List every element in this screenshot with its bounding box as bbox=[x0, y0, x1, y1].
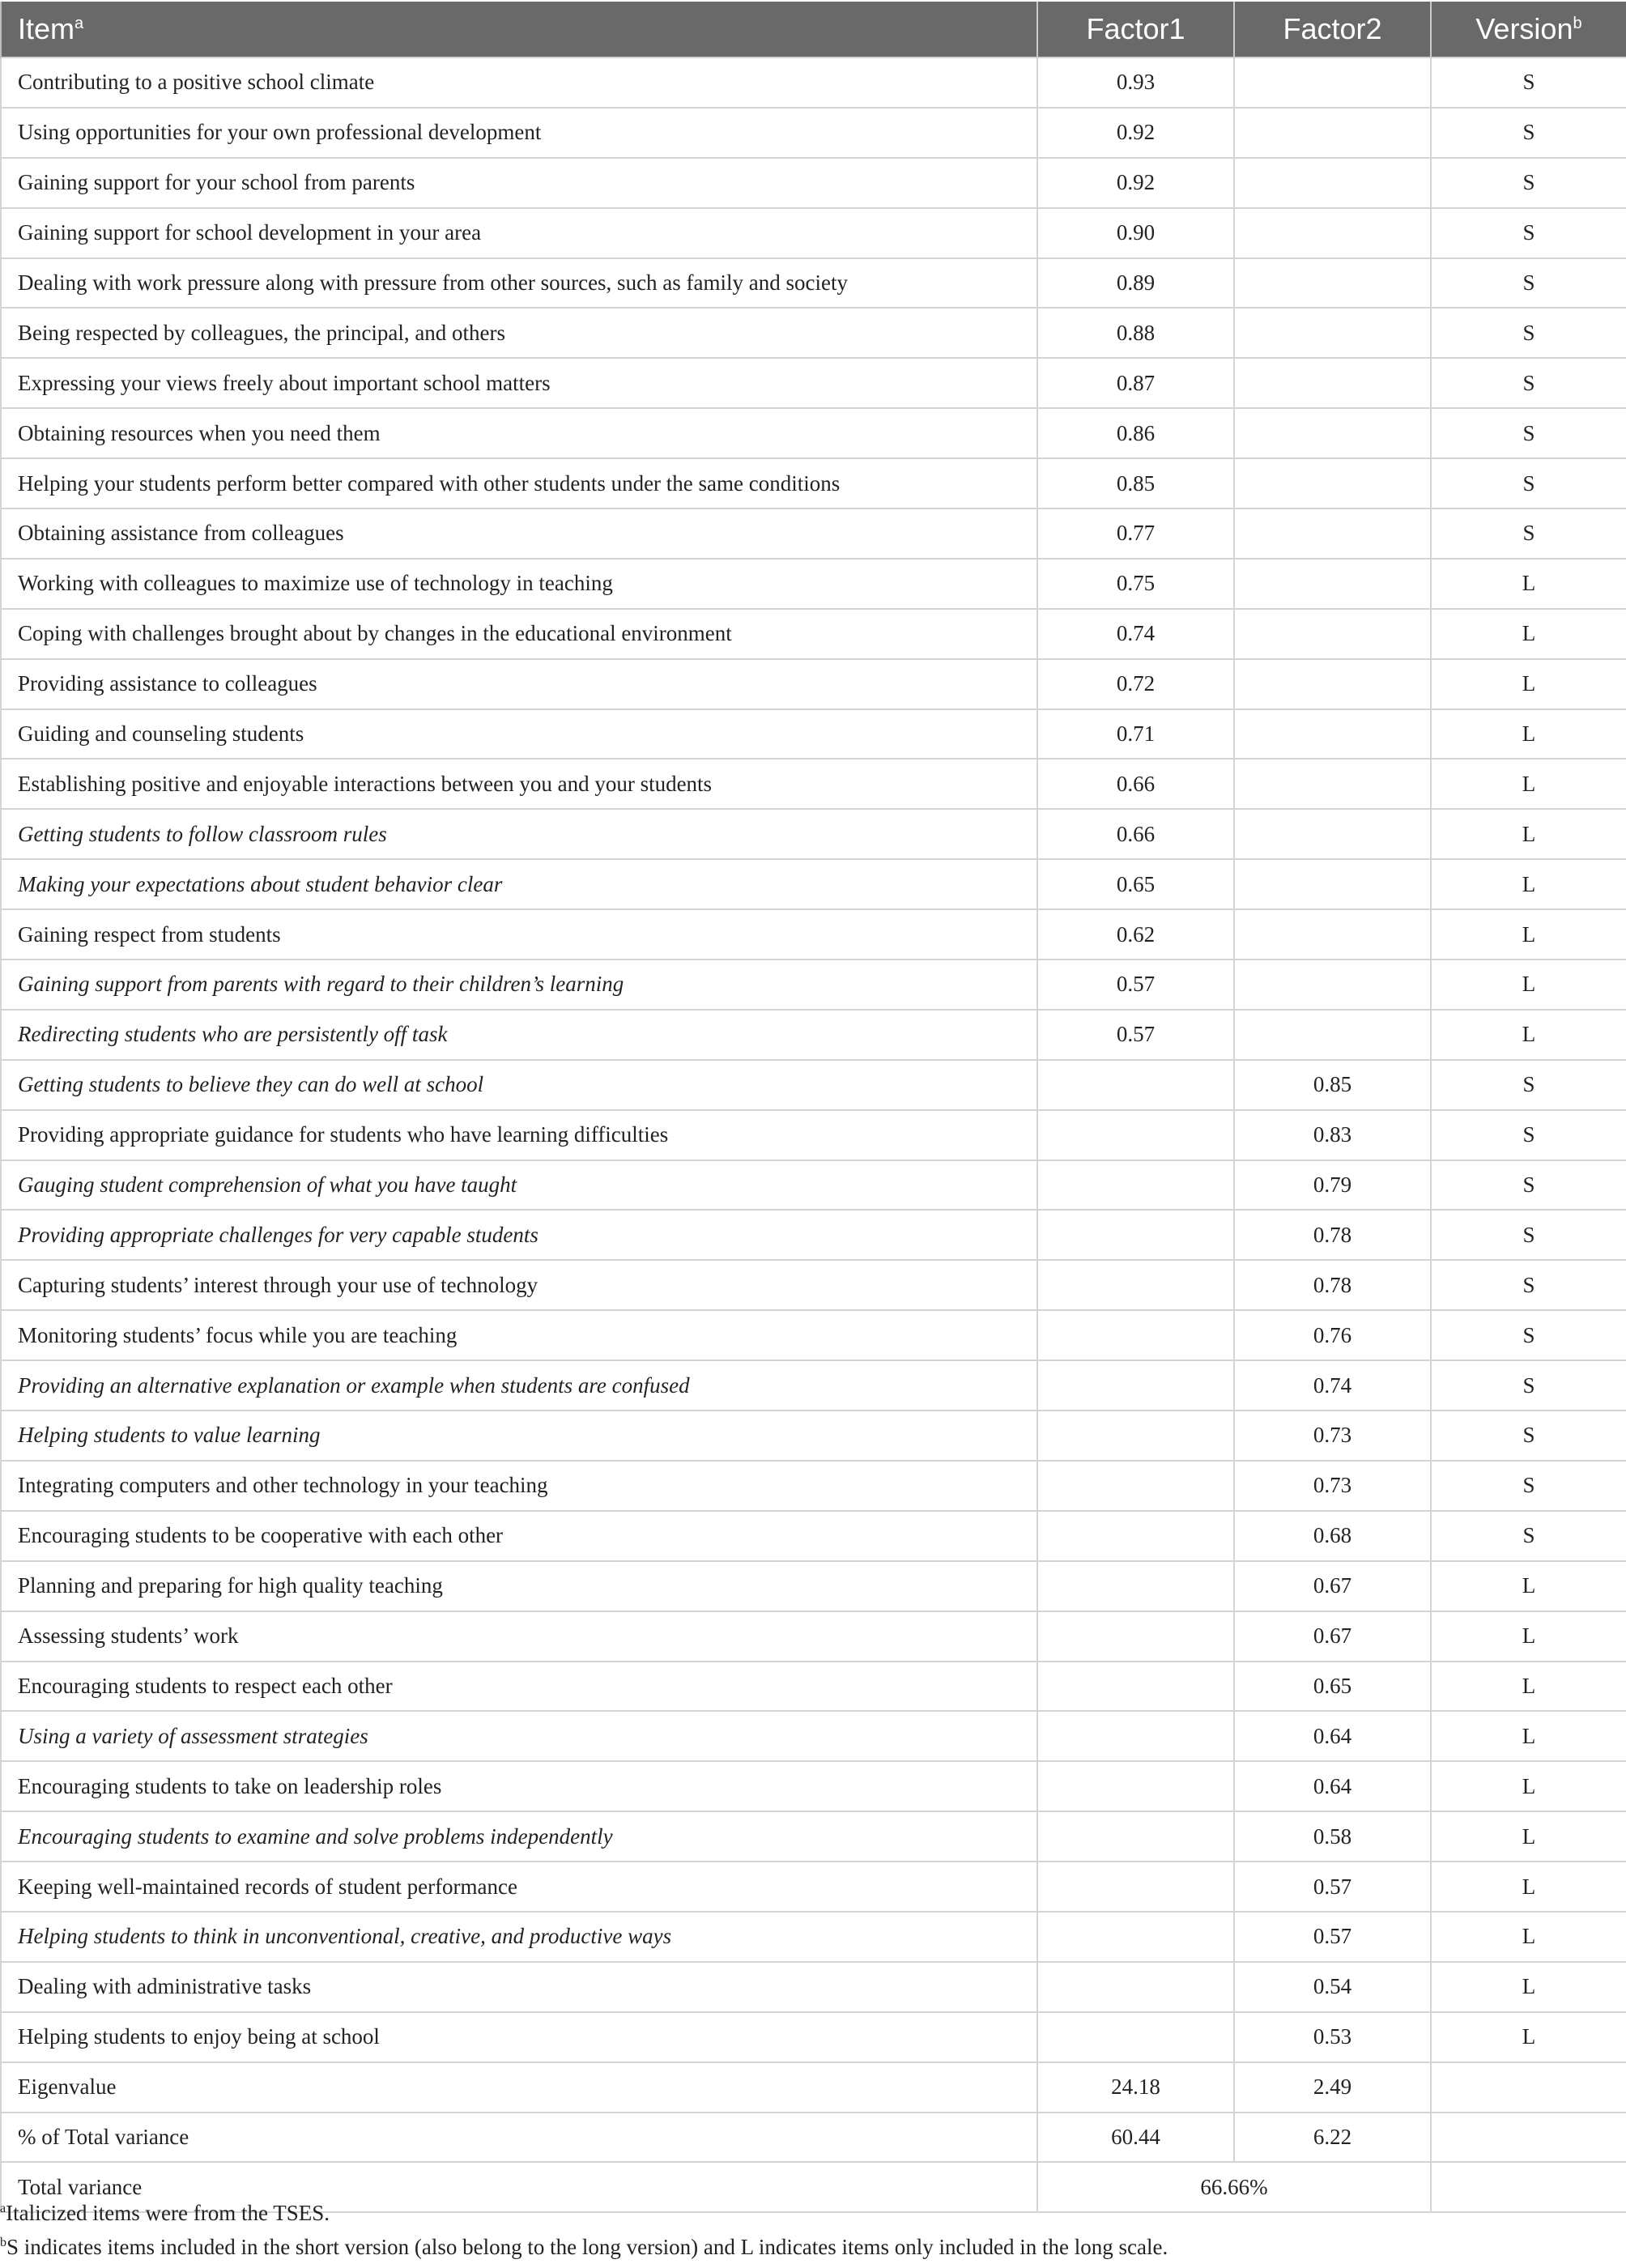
version-cell: S bbox=[1431, 308, 1626, 358]
item-cell: Establishing positive and enjoyable interactions between you and your students bbox=[1, 759, 1037, 809]
item-cell: Expressing your views freely about important school matters bbox=[1, 358, 1037, 408]
factor1-cell bbox=[1037, 1160, 1234, 1211]
version-cell: L bbox=[1431, 1761, 1626, 1811]
factor2-cell: 0.57 bbox=[1234, 1912, 1431, 1962]
factor1-cell: 0.89 bbox=[1037, 258, 1234, 308]
factor1-cell: 0.88 bbox=[1037, 308, 1234, 358]
factor1-cell bbox=[1037, 1561, 1234, 1611]
factor1-cell: 0.85 bbox=[1037, 458, 1234, 508]
item-cell: Obtaining assistance from colleagues bbox=[1, 508, 1037, 559]
table-row bbox=[1, 1160, 1626, 1211]
factor1-cell: 0.66 bbox=[1037, 809, 1234, 859]
version-cell: S bbox=[1431, 408, 1626, 458]
factor1-cell: 0.71 bbox=[1037, 709, 1234, 760]
factor2-cell: 0.73 bbox=[1234, 1411, 1431, 1461]
table-row bbox=[1, 2062, 1626, 2113]
table-row bbox=[1, 1411, 1626, 1461]
version-cell: L bbox=[1431, 1862, 1626, 1912]
total-variance-label: Total variance bbox=[1, 2162, 1037, 2212]
factor1-cell bbox=[1037, 1060, 1234, 1110]
factor2-cell bbox=[1234, 960, 1431, 1010]
item-cell: Helping students to enjoy being at school bbox=[1, 2012, 1037, 2062]
version-cell: S bbox=[1431, 208, 1626, 258]
version-cell: S bbox=[1431, 1110, 1626, 1160]
version-cell: S bbox=[1431, 358, 1626, 408]
item-cell: Monitoring students’ focus while you are teaching bbox=[1, 1310, 1037, 1360]
table-row bbox=[1, 358, 1626, 408]
version-cell: S bbox=[1431, 1310, 1626, 1360]
factor1-cell: 0.65 bbox=[1037, 859, 1234, 909]
factor1-cell: 0.90 bbox=[1037, 208, 1234, 258]
factor2-cell: 0.74 bbox=[1234, 1360, 1431, 1411]
version-cell: S bbox=[1431, 158, 1626, 208]
item-cell: Redirecting students who are persistently off task bbox=[1, 1010, 1037, 1060]
table-row bbox=[1, 1561, 1626, 1611]
item-cell: Being respected by colleagues, the principal, and others bbox=[1, 308, 1037, 358]
item-cell: Providing assistance to colleagues bbox=[1, 659, 1037, 709]
factor2-cell bbox=[1234, 609, 1431, 659]
version-cell: L bbox=[1431, 759, 1626, 809]
item-cell: Encouraging students to examine and solve problems independently bbox=[1, 1811, 1037, 1862]
header-version: Version$^b$ bbox=[1431, 2, 1626, 57]
item-cell: Encouraging students to be cooperative with each other bbox=[1, 1511, 1037, 1561]
item-cell: Encouraging students to take on leadership roles bbox=[1, 1761, 1037, 1811]
factor1-cell bbox=[1037, 1912, 1234, 1962]
factor1-cell bbox=[1037, 1310, 1234, 1360]
factor1-cell bbox=[1037, 1711, 1234, 1761]
factor1-cell bbox=[1037, 1411, 1234, 1461]
factor2-cell: 0.58 bbox=[1234, 1811, 1431, 1862]
factor1-cell bbox=[1037, 1260, 1234, 1310]
version-cell: L bbox=[1431, 809, 1626, 859]
version-cell: S bbox=[1431, 108, 1626, 158]
factor1-cell: 0.75 bbox=[1037, 559, 1234, 609]
item-cell: Using a variety of assessment strategies bbox=[1, 1711, 1037, 1761]
version-cell bbox=[1431, 2062, 1626, 2113]
item-cell: % of Total variance bbox=[1, 2113, 1037, 2163]
version-cell: L bbox=[1431, 960, 1626, 1010]
version-cell: L bbox=[1431, 1662, 1626, 1712]
factor1-cell bbox=[1037, 1962, 1234, 2012]
table-row bbox=[1, 1711, 1626, 1761]
version-cell: S bbox=[1431, 1210, 1626, 1260]
factor1-cell: 0.57 bbox=[1037, 1010, 1234, 1060]
table-row bbox=[1, 759, 1626, 809]
factor2-cell bbox=[1234, 57, 1431, 108]
factor2-cell bbox=[1234, 158, 1431, 208]
item-cell: Working with colleagues to maximize use of technology in teaching bbox=[1, 559, 1037, 609]
item-cell: Planning and preparing for high quality teaching bbox=[1, 1561, 1037, 1611]
factor1-cell: 0.74 bbox=[1037, 609, 1234, 659]
version-cell: L bbox=[1431, 1912, 1626, 1962]
item-cell: Making your expectations about student behavior clear bbox=[1, 859, 1037, 909]
factor2-cell: 0.53 bbox=[1234, 2012, 1431, 2062]
factor1-cell: 0.77 bbox=[1037, 508, 1234, 559]
table-row bbox=[1, 1511, 1626, 1561]
item-cell: Gaining respect from students bbox=[1, 909, 1037, 960]
factor2-cell bbox=[1234, 208, 1431, 258]
version-cell: L bbox=[1431, 909, 1626, 960]
version-cell: S bbox=[1431, 458, 1626, 508]
version-cell: L bbox=[1431, 1561, 1626, 1611]
item-cell: Providing appropriate challenges for very capable students bbox=[1, 1210, 1037, 1260]
item-cell: Helping your students perform better compared with other students under the same conditions bbox=[1, 458, 1037, 508]
factor1-cell bbox=[1037, 1461, 1234, 1511]
factor1-cell: 0.92 bbox=[1037, 108, 1234, 158]
version-cell: L bbox=[1431, 1962, 1626, 2012]
table-row bbox=[1, 2012, 1626, 2062]
factor1-cell bbox=[1037, 1511, 1234, 1561]
header-factor2: Factor2 bbox=[1234, 2, 1431, 57]
table-row bbox=[1, 1761, 1626, 1811]
item-cell: Dealing with work pressure along with pressure from other sources, such as family and society bbox=[1, 258, 1037, 308]
factor2-cell: 0.57 bbox=[1234, 1862, 1431, 1912]
table-row bbox=[1, 258, 1626, 308]
table-row bbox=[1, 1010, 1626, 1060]
table-row bbox=[1, 960, 1626, 1010]
table-row bbox=[1, 1662, 1626, 1712]
version-cell: L bbox=[1431, 659, 1626, 709]
factor2-cell bbox=[1234, 559, 1431, 609]
factor2-cell: 0.64 bbox=[1234, 1761, 1431, 1811]
factor2-cell: 6.22 bbox=[1234, 2113, 1431, 2163]
version-cell: S bbox=[1431, 1411, 1626, 1461]
factor1-cell: 0.66 bbox=[1037, 759, 1234, 809]
version-cell: L bbox=[1431, 1811, 1626, 1862]
factor2-cell bbox=[1234, 358, 1431, 408]
factor2-cell: 2.49 bbox=[1234, 2062, 1431, 2113]
factor2-cell: 0.85 bbox=[1234, 1060, 1431, 1110]
table-row bbox=[1, 809, 1626, 859]
item-cell: Gaining support from parents with regard to their children’s learning bbox=[1, 960, 1037, 1010]
factor2-cell: 0.78 bbox=[1234, 1210, 1431, 1260]
factor2-cell bbox=[1234, 508, 1431, 559]
item-cell: Capturing students’ interest through your use of technology bbox=[1, 1260, 1037, 1310]
factor2-cell: 0.79 bbox=[1234, 1160, 1431, 1211]
factor2-cell: 0.54 bbox=[1234, 1962, 1431, 2012]
factor1-cell: 60.44 bbox=[1037, 2113, 1234, 2163]
version-cell: L bbox=[1431, 1711, 1626, 1761]
version-cell: L bbox=[1431, 1010, 1626, 1060]
version-cell: S bbox=[1431, 258, 1626, 308]
table-row bbox=[1, 1060, 1626, 1110]
item-cell: Helping students to think in unconventional, creative, and productive ways bbox=[1, 1912, 1037, 1962]
item-cell: Providing an alternative explanation or example when students are confused bbox=[1, 1360, 1037, 1411]
table-row bbox=[1, 1461, 1626, 1511]
table-row bbox=[1, 659, 1626, 709]
factor1-cell bbox=[1037, 1110, 1234, 1160]
table-row bbox=[1, 1862, 1626, 1912]
factor2-cell: 0.67 bbox=[1234, 1561, 1431, 1611]
version-cell: L bbox=[1431, 2012, 1626, 2062]
factor1-cell bbox=[1037, 1662, 1234, 1712]
factor2-cell: 0.65 bbox=[1234, 1662, 1431, 1712]
item-cell: Contributing to a positive school climate bbox=[1, 57, 1037, 108]
factor1-cell bbox=[1037, 1811, 1234, 1862]
factor2-cell bbox=[1234, 1010, 1431, 1060]
item-cell: Gaining support for your school from parents bbox=[1, 158, 1037, 208]
item-cell: Eigenvalue bbox=[1, 2062, 1037, 2113]
factor2-cell bbox=[1234, 408, 1431, 458]
factor1-cell: 0.57 bbox=[1037, 960, 1234, 1010]
item-cell: Gaining support for school development in your area bbox=[1, 208, 1037, 258]
factor2-cell: 0.64 bbox=[1234, 1711, 1431, 1761]
factor1-cell bbox=[1037, 1611, 1234, 1662]
factor-loadings-table bbox=[0, 2, 1626, 2213]
table-row bbox=[1, 508, 1626, 559]
item-cell: Dealing with administrative tasks bbox=[1, 1962, 1037, 2012]
table-row bbox=[1, 57, 1626, 108]
factor2-cell bbox=[1234, 308, 1431, 358]
factor2-cell bbox=[1234, 809, 1431, 859]
table-row bbox=[1, 609, 1626, 659]
table-row bbox=[1, 2113, 1626, 2163]
factor2-cell bbox=[1234, 859, 1431, 909]
factor1-cell: 24.18 bbox=[1037, 2062, 1234, 2113]
factor2-cell bbox=[1234, 909, 1431, 960]
factor1-cell: 0.86 bbox=[1037, 408, 1234, 458]
version-cell: S bbox=[1431, 1260, 1626, 1310]
version-cell: S bbox=[1431, 57, 1626, 108]
table-row bbox=[1, 158, 1626, 208]
factor1-cell bbox=[1037, 1210, 1234, 1260]
table-row bbox=[1, 1962, 1626, 2012]
table-row bbox=[1, 1260, 1626, 1310]
item-cell: Integrating computers and other technology in your teaching bbox=[1, 1461, 1037, 1511]
table-row bbox=[1, 709, 1626, 760]
table-row bbox=[1, 1360, 1626, 1411]
table-row bbox=[1, 108, 1626, 158]
header-factor1: Factor1 bbox=[1037, 2, 1234, 57]
version-cell bbox=[1431, 2113, 1626, 2163]
table-row bbox=[1, 308, 1626, 358]
table-row bbox=[1, 1611, 1626, 1662]
factor-loadings-table-wrap bbox=[0, 2, 1626, 2213]
item-cell: Encouraging students to respect each other bbox=[1, 1662, 1037, 1712]
version-cell: L bbox=[1431, 859, 1626, 909]
version-cell: S bbox=[1431, 1360, 1626, 1411]
factor2-cell bbox=[1234, 458, 1431, 508]
table-footnotes bbox=[0, 2196, 1626, 2264]
factor1-cell bbox=[1037, 1862, 1234, 1912]
item-cell: Using opportunities for your own professional development bbox=[1, 108, 1037, 158]
table-row bbox=[1, 1912, 1626, 1962]
factor2-cell: 0.68 bbox=[1234, 1511, 1431, 1561]
factor2-cell bbox=[1234, 759, 1431, 809]
item-cell: Gauging student comprehension of what you have taught bbox=[1, 1160, 1037, 1211]
factor1-cell bbox=[1037, 2012, 1234, 2062]
table-body bbox=[1, 57, 1626, 2212]
factor2-cell: 0.83 bbox=[1234, 1110, 1431, 1160]
header-version-footnote-mark: b bbox=[1573, 15, 1582, 32]
version-cell: L bbox=[1431, 609, 1626, 659]
table-row bbox=[1, 1210, 1626, 1260]
footnote-b: $^b$S indicates items included in the short version (also belong to the long version) and L indicates items only included in the long scale. bbox=[0, 2235, 1168, 2259]
table-row bbox=[1, 859, 1626, 909]
version-cell: L bbox=[1431, 709, 1626, 760]
item-cell: Assessing students’ work bbox=[1, 1611, 1037, 1662]
version-cell: S bbox=[1431, 1511, 1626, 1561]
factor1-cell: 0.93 bbox=[1037, 57, 1234, 108]
factor2-cell bbox=[1234, 659, 1431, 709]
version-cell: S bbox=[1431, 508, 1626, 559]
factor2-cell: 0.76 bbox=[1234, 1310, 1431, 1360]
footnote-a: $^a$Italicized items were from the TSES. bbox=[0, 2201, 330, 2225]
table-header bbox=[1, 2, 1626, 57]
factor1-cell bbox=[1037, 1761, 1234, 1811]
item-cell: Coping with challenges brought about by changes in the educational environment bbox=[1, 609, 1037, 659]
version-cell: L bbox=[1431, 559, 1626, 609]
factor2-cell: 0.73 bbox=[1234, 1461, 1431, 1511]
item-cell: Helping students to value learning bbox=[1, 1411, 1037, 1461]
item-cell: Getting students to follow classroom rules bbox=[1, 809, 1037, 859]
table-row bbox=[1, 1811, 1626, 1862]
item-cell: Keeping well-maintained records of student performance bbox=[1, 1862, 1037, 1912]
item-cell: Providing appropriate guidance for students who have learning difficulties bbox=[1, 1110, 1037, 1160]
factor1-cell: 0.92 bbox=[1037, 158, 1234, 208]
header-item-footnote-mark: a bbox=[74, 15, 84, 32]
item-cell: Guiding and counseling students bbox=[1, 709, 1037, 760]
version-cell: L bbox=[1431, 1611, 1626, 1662]
table-row bbox=[1, 1110, 1626, 1160]
factor1-cell bbox=[1037, 1360, 1234, 1411]
version-cell: S bbox=[1431, 1160, 1626, 1211]
factor2-cell bbox=[1234, 709, 1431, 760]
table-row bbox=[1, 909, 1626, 960]
header-item: Item$^a$ bbox=[1, 2, 1037, 57]
factor2-cell bbox=[1234, 108, 1431, 158]
table-row bbox=[1, 208, 1626, 258]
version-cell: S bbox=[1431, 1461, 1626, 1511]
factor1-cell: 0.72 bbox=[1037, 659, 1234, 709]
table-row bbox=[1, 1310, 1626, 1360]
table-row bbox=[1, 408, 1626, 458]
factor1-cell: 0.87 bbox=[1037, 358, 1234, 408]
factor1-cell: 0.62 bbox=[1037, 909, 1234, 960]
table-row bbox=[1, 458, 1626, 508]
item-cell: Obtaining resources when you need them bbox=[1, 408, 1037, 458]
factor2-cell: 0.67 bbox=[1234, 1611, 1431, 1662]
factor2-cell: 0.78 bbox=[1234, 1260, 1431, 1310]
version-cell: S bbox=[1431, 1060, 1626, 1110]
factor2-cell bbox=[1234, 258, 1431, 308]
table-row bbox=[1, 559, 1626, 609]
total-variance-value: 66.66% bbox=[1037, 2162, 1431, 2212]
item-cell: Getting students to believe they can do well at school bbox=[1, 1060, 1037, 1110]
